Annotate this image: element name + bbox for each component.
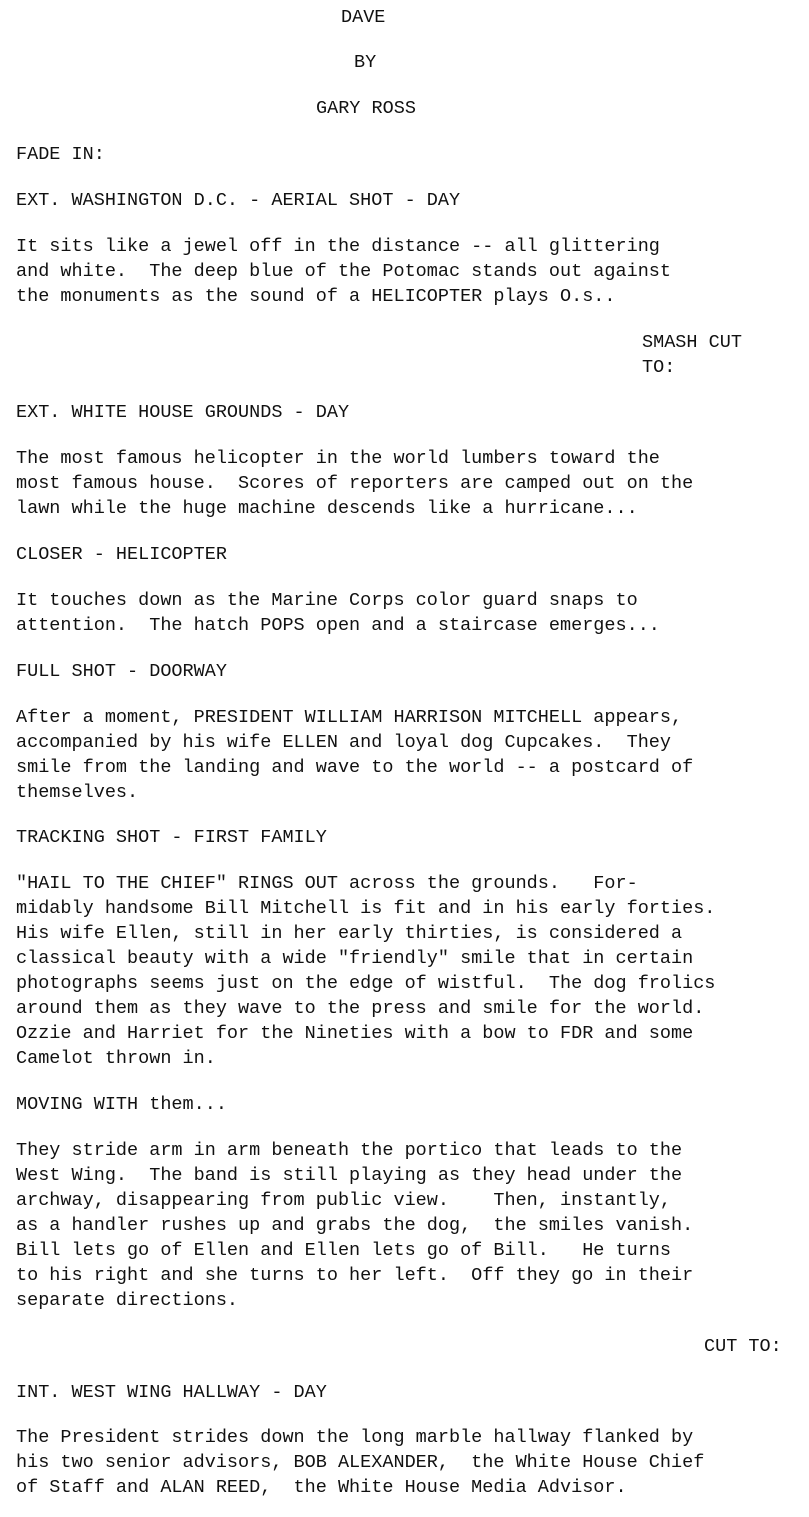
action-line: Ozzie and Harriet for the Nineties with a bow to FDR and some <box>16 1023 694 1044</box>
action-line: West Wing. The band is still playing as they head under the <box>16 1165 683 1186</box>
action-line: his two senior advisors, BOB ALEXANDER, the White House Chief <box>16 1452 705 1473</box>
action-line: most famous house. Scores of reporters are camped out on the <box>16 473 694 494</box>
scene-heading: INT. WEST WING HALLWAY - DAY <box>16 1382 327 1403</box>
action-line: lawn while the huge machine descends like a hurricane... <box>16 498 638 519</box>
action-line: accompanied by his wife ELLEN and loyal dog Cupcakes. They <box>16 732 672 753</box>
scene-heading: EXT. WASHINGTON D.C. - AERIAL SHOT - DAY <box>16 190 461 211</box>
action-line: Bill lets go of Ellen and Ellen lets go of Bill. He turns <box>16 1240 672 1261</box>
action-line: smile from the landing and wave to the world -- a postcard of <box>16 757 694 778</box>
action-line: They stride arm in arm beneath the portico that leads to the <box>16 1140 683 1161</box>
script-author: GARY ROSS <box>316 98 416 119</box>
action-line: separate directions. <box>16 1290 239 1311</box>
action-line: of Staff and ALAN REED, the White House Media Advisor. <box>16 1477 627 1498</box>
action-line: and white. The deep blue of the Potomac stands out against <box>16 261 672 282</box>
action-line: photographs seems just on the edge of wistful. The dog frolics <box>16 973 716 994</box>
shot-heading: MOVING WITH them... <box>16 1094 227 1115</box>
action-line: It touches down as the Marine Corps color guard snaps to <box>16 590 638 611</box>
action-line: After a moment, PRESIDENT WILLIAM HARRISON MITCHELL appears, <box>16 707 683 728</box>
scene-heading: EXT. WHITE HOUSE GROUNDS - DAY <box>16 402 350 423</box>
shot-heading: CLOSER - HELICOPTER <box>16 544 227 565</box>
action-line: Camelot thrown in. <box>16 1048 216 1069</box>
action-line: around them as they wave to the press and smile for the world. <box>16 998 705 1019</box>
action-line: midably handsome Bill Mitchell is fit and in his early forties. <box>16 898 716 919</box>
transition-fade-in: FADE IN: <box>16 144 105 165</box>
action-line: It sits like a jewel off in the distance -- all glittering <box>16 236 660 257</box>
script-title: DAVE <box>341 7 386 28</box>
shot-heading: FULL SHOT - DOORWAY <box>16 661 227 682</box>
transition-smash-cut-to: TO: <box>642 357 676 378</box>
action-line: to his right and she turns to her left. Off they go in their <box>16 1265 694 1286</box>
action-line: archway, disappearing from public view. Then, instantly, <box>16 1190 672 1211</box>
script-byline: BY <box>354 52 377 73</box>
action-line: classical beauty with a wide "friendly" smile that in certain <box>16 948 694 969</box>
action-line: The President strides down the long marble hallway flanked by <box>16 1427 694 1448</box>
action-line: "HAIL TO THE CHIEF" RINGS OUT across the grounds. For- <box>16 873 638 894</box>
action-line: attention. The hatch POPS open and a staircase emerges... <box>16 615 660 636</box>
transition-smash-cut: SMASH CUT <box>642 332 742 353</box>
action-line: themselves. <box>16 782 139 803</box>
action-line: The most famous helicopter in the world lumbers toward the <box>16 448 660 469</box>
shot-heading: TRACKING SHOT - FIRST FAMILY <box>16 827 327 848</box>
action-line: as a handler rushes up and grabs the dog, the smiles vanish. <box>16 1215 694 1236</box>
action-line: His wife Ellen, still in her early thirties, is considered a <box>16 923 683 944</box>
action-line: the monuments as the sound of a HELICOPTER plays O.s.. <box>16 286 616 307</box>
transition-cut-to: CUT TO: <box>704 1336 782 1357</box>
